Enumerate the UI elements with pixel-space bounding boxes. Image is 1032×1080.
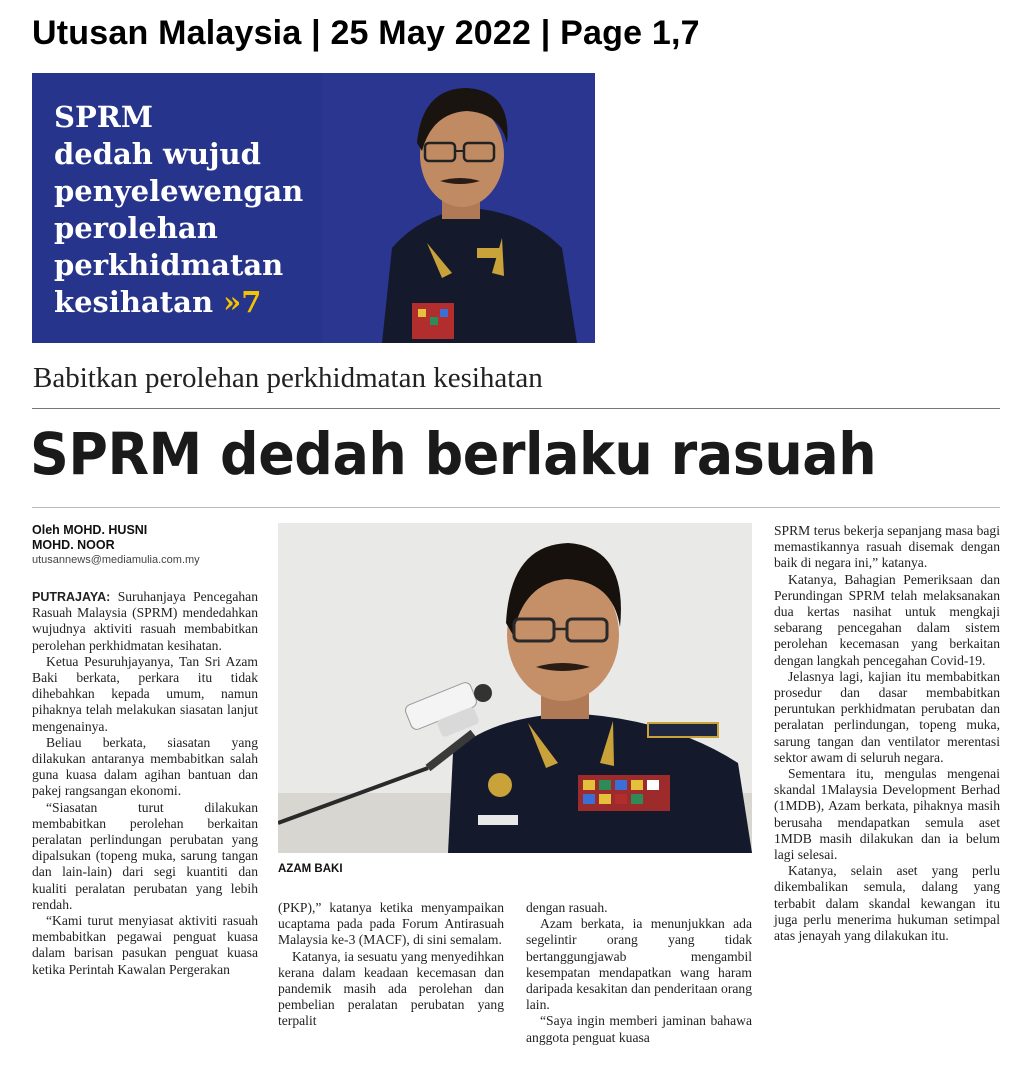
paragraph: PUTRAJAYA: Suruhanjaya Pencegahan Rasuah Malaysia (SPRM) mendedahkan wujudnya aktiviti rasuah membabitkan perolehan perkhidmatan kesihatan. [32,589,258,653]
banner-line: dedah wujud [54,137,261,171]
divider [32,507,1000,508]
paragraph: Katanya, Bahagian Pemeriksaan dan Perundingan SPRM telah melaksanakan dua kertas nasihat untuk mengkaji sebarang pencegahan dalam sistem perolehan kecemasan yang berkaitan dengan langkah pencegahan Covid-19. [774,571,1000,668]
byline [32,523,200,567]
paragraph: “Kami turut menyiasat aktiviti rasuah membabitkan pegawai penguat kuasa dalam barisan pasukan penguat kuasa ketika Perintah Kawalan Pergerakan [32,913,258,977]
paragraph: “Siasatan turut dilakukan membabitkan perolehan berkaitan peralatan perlindungan perubatan yang dipalsukan (topeng muka, sarung tangan dan lain-lain) dari segi kuantiti dan kualiti peralatan perubatan yang lebih rendah. [32,799,258,912]
byline-author-line: Oleh MOHD. HUSNI [32,523,148,537]
banner-line: penyelewengan [54,174,304,208]
article-column-2 [278,900,504,1030]
paragraph: Sementara itu, mengulas mengenai skandal 1Malaysia Development Berhad (1MDB), Azam berkata, pihaknya masih berusaha mendapatkan semula aset 1MDB masih dilakukan dan ia belum lagi selesai. [774,766,1000,863]
paragraph: Beliau berkata, siasatan yang dilakukan antaranya membabitkan salah guna kuasa dalam agihan bantuan dan pakej rangsangan ekonomi. [32,734,258,799]
paragraph: SPRM terus bekerja sepanjang masa bagi memastikannya rasuah disemak dengan baik di negara ini,” katanya. [774,523,1000,571]
paragraph: Azam berkata, ia menunjukkan ada segelintir orang yang tidak bertanggungjawab mengambil kesempatan mendapatkan wang haram daripada kesakitan dan penderitaan orang lain. [526,916,752,1013]
article-kicker: Babitkan perolehan perkhidmatan kesihatan [33,362,543,394]
banner-line: SPRM [54,100,153,134]
byline-email: utusannews@mediamulia.com.my [32,554,200,566]
divider [32,408,1000,409]
paragraph: Jelasnya lagi, kajian itu membabitkan prosedur dan dasar membabitkan peruntukan perkhidmatan perubatan dan peralatan perlindungan, topeng muka, sarung tangan dan ventilator merentasi sektor awam di seluruh negara. [774,668,1000,765]
article-column-4 [774,523,1000,944]
front-page-banner [32,73,595,343]
banner-line: perolehan [54,211,218,245]
clipping-header: Utusan Malaysia | 25 May 2022 | Page 1,7 [32,14,700,52]
article-column-1 [32,589,258,978]
paragraph: Katanya, ia sesuatu yang menyedihkan kerana dalam keadaan kecemasan dan pandemik masih ada perolehan dan pembelian peralatan perubatan yang terpalit [278,948,504,1029]
paragraph: Katanya, selain aset yang perlu dikembalikan semula, dalang yang terbabit dalam skandal kewangan itu juga perlu menerima hukuman setimpal atas jenayah yang dilakukan itu. [774,863,1000,944]
banner-line: perkhidmatan [54,248,284,282]
officer-portrait-image [322,73,595,343]
banner-line: kesihatan [54,285,214,319]
paragraph: Ketua Pesuruhjayanya, Tan Sri Azam Baki berkata, perkara itu tidak dihebahkan kepada umum, namun pihaknya telah melakukan siasatan lanjut mengenainya. [32,653,258,734]
photo-caption: AZAM BAKI [278,863,343,875]
paragraph: dengan rasuah. [526,900,608,915]
dateline: PUTRAJAYA: [32,590,111,604]
speaker-photo-image [278,523,752,853]
paragraph: “Saya ingin memberi jaminan bahawa anggota penguat kuasa [526,1013,752,1045]
article-column-3 [526,900,752,1046]
paragraph: (PKP),” katanya ketika menyampaikan ucaptama pada pada Forum Antirasuah Malaysia ke-3 (MACF), di sini semalam. [278,900,504,948]
page-reference: »7 [223,285,262,319]
byline-author-line: MOHD. NOOR [32,538,115,552]
article-headline: SPRM dedah berlaku rasuah [30,420,877,488]
